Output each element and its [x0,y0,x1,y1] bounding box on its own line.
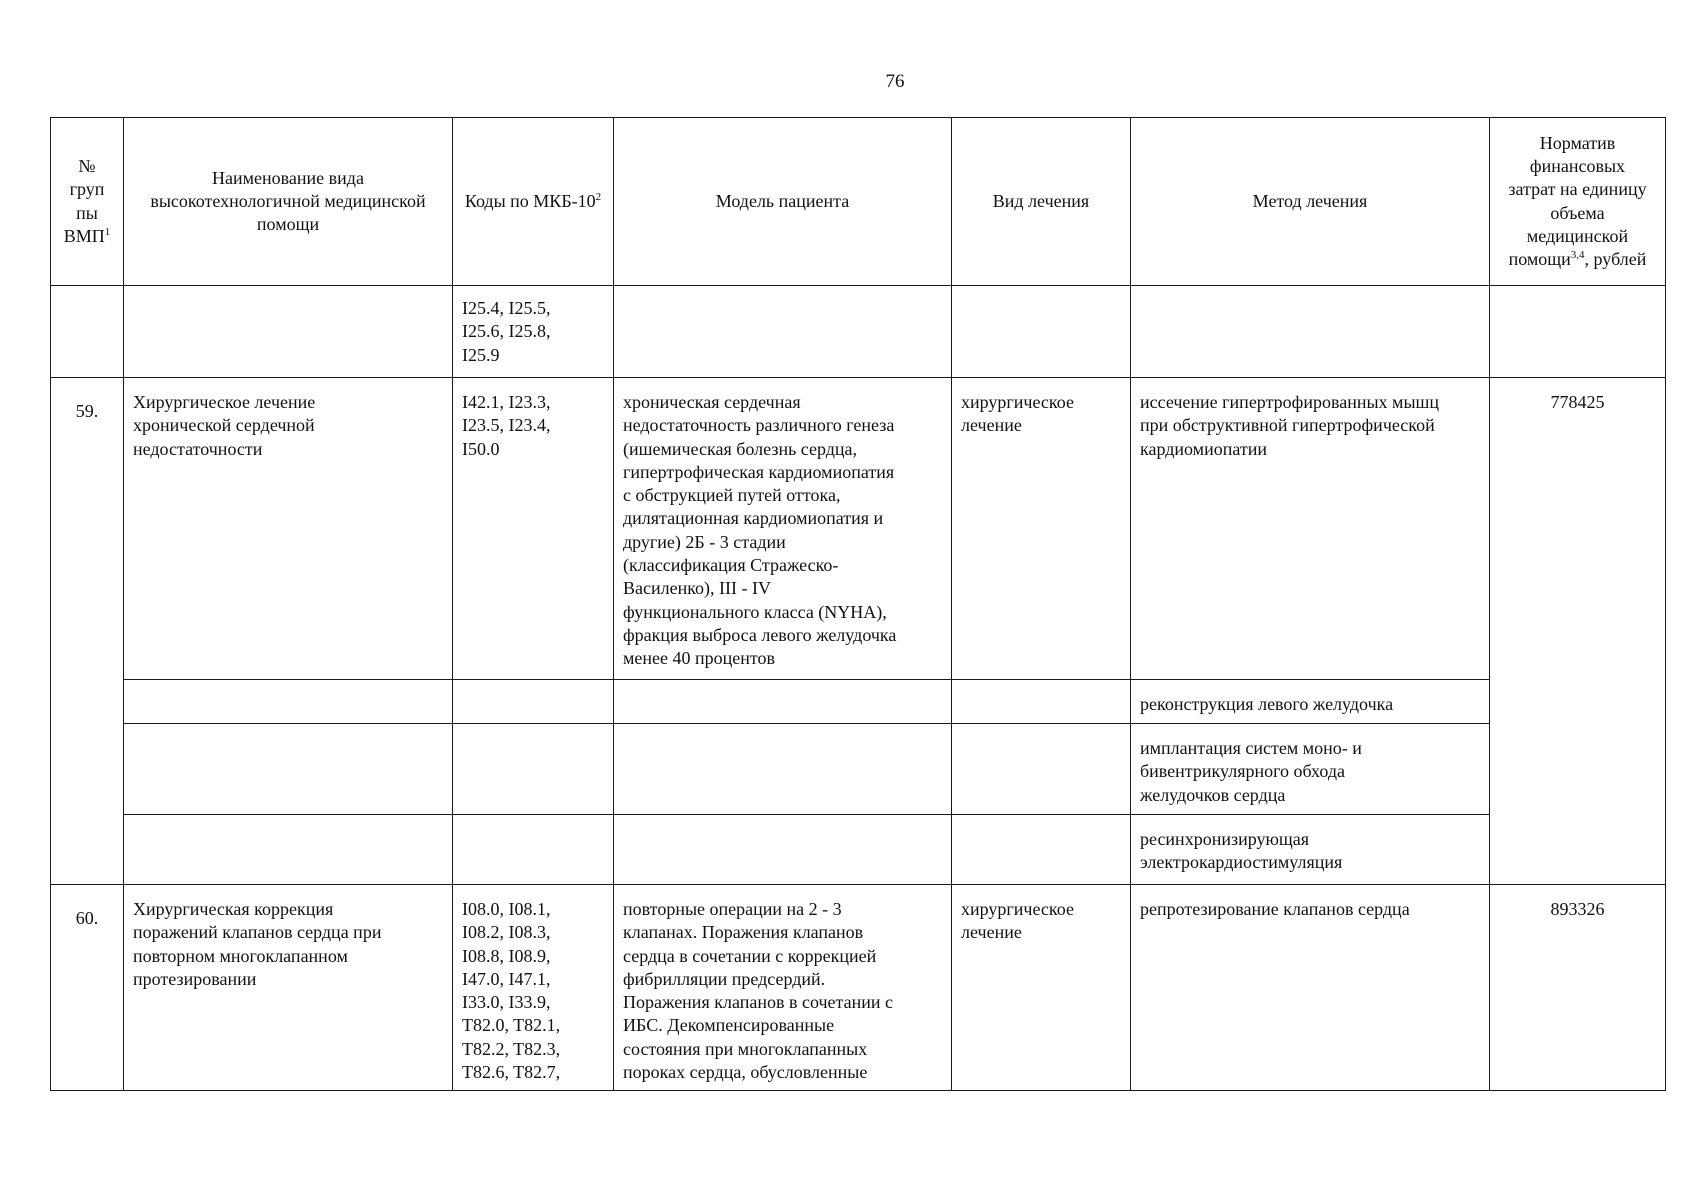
cell-empty [453,680,614,724]
header-patient-model: Модель пациента [614,118,952,286]
cell-empty [952,286,1131,378]
header-treatment-type: Вид лечения [952,118,1131,286]
cell-norm: 893326 [1490,885,1666,1091]
table-row [51,815,1666,885]
cell-norm: 778425 [1490,378,1666,885]
cell-empty [1490,286,1666,378]
cell-mkb: I25.4, I25.5, I25.6, I25.8, I25.9 [453,286,614,378]
cell-patient-model: хроническая сердечная недостаточность различного генеза (ишемическая болезнь сердца, гипертрофическая кардиомиопатия с обструкцией путей оттока, дилятационная кардиомиопатия и другие) 2Б - 3 стадии (классификация Стражеско- Василенко), III - IV функционального класса (NYHA), фракция выброса левого желудочка менее 40 процентов [614,378,952,680]
header-group-no [51,118,124,286]
cell-treatment-method: реконструкция левого желудочка [1131,680,1490,724]
cell-empty [124,286,453,378]
table-row [51,680,1666,724]
cell-empty [614,680,952,724]
header-group-no-text: № груп пы ВМП$^1$ [63,155,111,246]
table-row [51,286,1666,378]
cell-patient-model: повторные операции на 2 - 3 клапанах. Поражения клапанов сердца в сочетании с коррекцией фибрилляции предсердий. Поражения клапанов в сочетании с ИБС. Декомпенсированные состояния при многоклапанных пороках сердца, обусловленные [614,885,952,1091]
cell-empty [124,724,453,815]
header-norm: Норматив финансовых затрат на единицу объема медицинской помощи$^{3,4}$, рублей [1490,118,1666,286]
table-header-row [51,118,1666,286]
cell-empty [614,815,952,885]
cell-treatment-method: иссечение гипертрофированных мышц при обструктивной гипертрофической кардиомиопатии [1131,378,1490,680]
cell-treatment-method: ресинхронизирующая электрокардиостимуляция [1131,815,1490,885]
cell-empty [124,680,453,724]
header-treatment-method: Метод лечения [1131,118,1490,286]
table-row [51,378,1666,680]
cell-empty [614,286,952,378]
cell-group-number: 60. [51,885,124,1091]
cell-mkb: I08.0, I08.1, I08.2, I08.3, I08.8, I08.9, I47.0, I47.1, I33.0, I33.9, T82.0, T82.1, T82.2, T82.3, T82.6, T82.7, [453,885,614,1091]
cell-mkb: I42.1, I23.3, I23.5, I23.4, I50.0 [453,378,614,680]
cell-group-number: 59. [51,378,124,885]
cell-vmp-name: Хирургическая коррекция поражений клапанов сердца при повторном многоклапанном протезировании [124,885,453,1091]
vmp-table [50,117,1666,1091]
cell-empty [453,724,614,815]
cell-empty [1131,286,1490,378]
cell-treatment-method: имплантация систем моно- и бивентрикулярного обхода желудочков сердца [1131,724,1490,815]
cell-empty [453,815,614,885]
cell-empty [952,815,1131,885]
table-row [51,885,1666,1091]
header-mkb: Коды по МКБ-$10^2$ [453,118,614,286]
cell-empty [952,724,1131,815]
page-number: 76 [885,71,905,92]
cell-empty [51,286,124,378]
cell-empty [124,815,453,885]
cell-treatment-type: хирургическое лечение [952,378,1131,680]
cell-empty [952,680,1131,724]
cell-empty [614,724,952,815]
table-row [51,724,1666,815]
header-name: Наименование вида высокотехнологичной медицинской помощи [124,118,453,286]
cell-treatment-type: хирургическое лечение [952,885,1131,1091]
cell-vmp-name: Хирургическое лечение хронической сердечной недостаточности [124,378,453,680]
cell-treatment-method: репротезирование клапанов сердца [1131,885,1490,1091]
